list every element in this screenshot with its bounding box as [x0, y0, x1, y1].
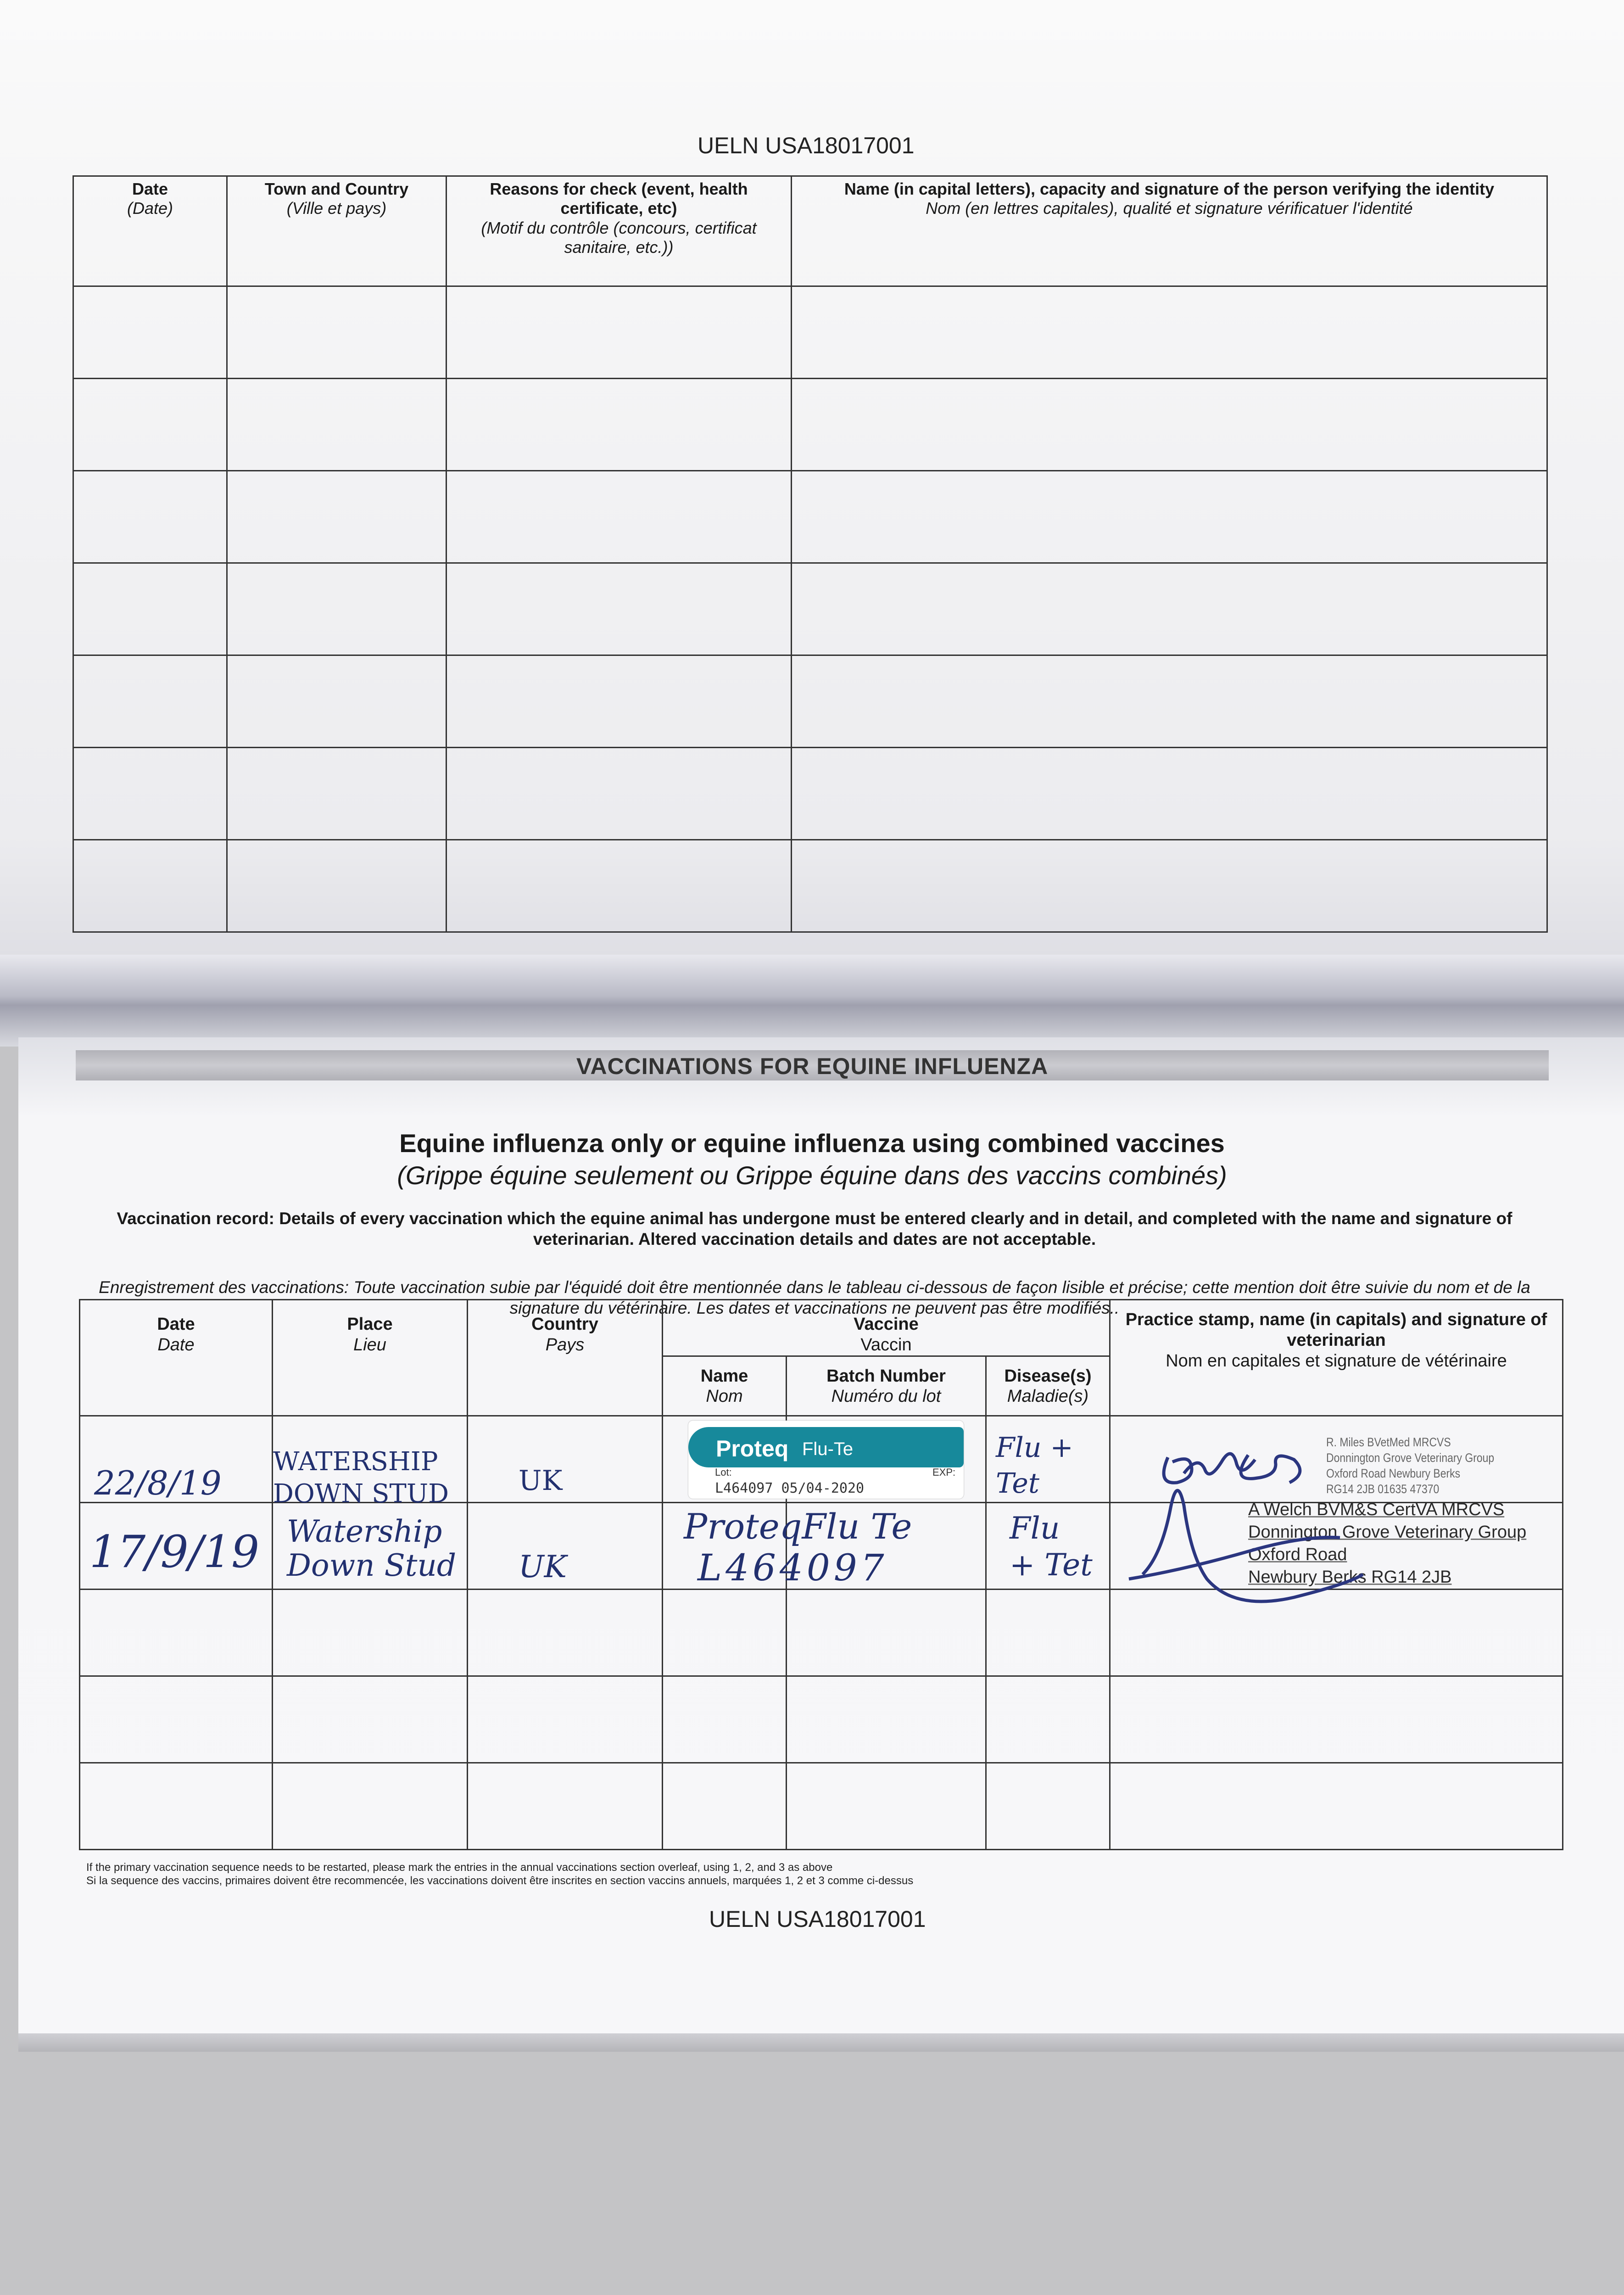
col-country: Country Pays [468, 1300, 663, 1416]
entry-1-date: 22/8/19 [94, 1464, 222, 1502]
col-vaccine: Vaccine Vaccin [663, 1300, 1110, 1356]
practice-stamp-2: A Welch BVM&S CertVA MRCVS Donnington Grove Veterinary Group Oxford Road Newbury Berks RG14 2JB [1248, 1500, 1527, 1587]
entry-2-vaccine-name: ProteqFlu Te [684, 1506, 912, 1547]
col-reasons: Reasons for check (event, health certificate, etc) (Motif du contrôle (concours, certificat sanitaire, etc.)) [446, 176, 792, 286]
lot-label: Lot: [715, 1467, 732, 1478]
entry-1-country: UK [519, 1465, 563, 1497]
col-verifier-name: Name (in capital letters), capacity and signature of the person verifying the identity Nom (en lettres capitales), qualité et signature vérificatuer l'identité [792, 176, 1547, 286]
table-row [80, 1589, 1563, 1676]
table-row [73, 286, 1547, 379]
col-date: Date (Date) [73, 176, 227, 286]
entry-2-batch-number: L464097 [698, 1546, 888, 1589]
entry-1-diseases: Flu + Tet [996, 1432, 1073, 1500]
entry-1-place: WATERSHIP DOWN STUD [273, 1447, 449, 1509]
exp-label: EXP: [932, 1467, 956, 1478]
page-edge [18, 2033, 1624, 2052]
col-vaccine-name: Name Nom [663, 1356, 787, 1416]
col-diseases: Disease(s) Maladie(s) [986, 1356, 1110, 1416]
section-banner: VACCINATIONS FOR EQUINE INFLUENZA [76, 1050, 1549, 1080]
ueln-bottom: UELN USA18017001 [709, 1906, 926, 1932]
vaccination-record-instructions-french: Enregistrement des vaccinations: Toute vaccination subie par l'équidé doit être mentionnée dans le tableau ci-dessous de façon lisible et précise; cette mention doit être suivie du nom et de la signature du vétérinaire. Les dates et vaccinations ne peuvent pas être modifiés.. [99, 1278, 1530, 1318]
footnote: If the primary vaccination sequence needs to be restarted, please mark the entries in the annual vaccinations section overleaf, using 1, 2, and 3 as above Si la sequence des vaccins, primaires doivent être recommencée, les vaccinations doivent être inscrites en section vaccins annuels, marquées 1, 2 et 3 comme ci-dessus [86, 1861, 914, 1887]
table-row [73, 563, 1547, 655]
table-row [80, 1676, 1563, 1763]
vaccine-sticker [688, 1421, 964, 1499]
col-batch-number: Batch Number Numéro du lot [787, 1356, 986, 1416]
table-row [73, 655, 1547, 748]
col-date: Date Date [80, 1300, 273, 1416]
ueln-top: UELN USA18017001 [698, 133, 915, 158]
book-gutter [0, 955, 1624, 1047]
col-place: Place Lieu [273, 1300, 468, 1416]
table-row [73, 840, 1547, 932]
section-title-french: (Grippe équine seulement ou Grippe équine dans des vaccins combinés) [397, 1161, 1227, 1190]
table-row [80, 1763, 1563, 1849]
table-row [73, 748, 1547, 840]
vaccine-sticker-band [688, 1427, 964, 1467]
vaccine-product: Flu-Te [802, 1439, 854, 1459]
entry-2-diseases: Flu + Tet [1010, 1511, 1093, 1583]
identity-check-table [73, 175, 1548, 933]
vaccine-brand: Proteq [716, 1436, 789, 1461]
col-practice-stamp: Practice stamp, name (in capitals) and signature of veterinarian Nom en capitales et signature de vétérinaire [1110, 1300, 1563, 1416]
entry-2-country: UK [519, 1549, 567, 1584]
col-town-country: Town and Country (Ville et pays) [227, 176, 446, 286]
practice-stamp-1: R. Miles BVetMed MRCVS Donnington Grove Veterinary Group Oxford Road Newbury Berks RG14 2JB 01635 47370 [1326, 1435, 1495, 1496]
lot-number: L464097 05/04-2020 [715, 1480, 865, 1496]
entry-2-place: Watership Down Stud [287, 1514, 457, 1583]
entry-2-date: 17/9/19 [89, 1526, 260, 1578]
section-title: Equine influenza only or equine influenza using combined vaccines [399, 1129, 1225, 1158]
vaccination-record-instructions: Vaccination record: Details of every vaccination which the equine animal has undergone must be entered clearly and in detail, and completed with the name and signature of veterinarian. Altered vaccination details and dates are not acceptable. [117, 1209, 1512, 1249]
identity-check-page [0, 0, 1624, 982]
table-row [73, 379, 1547, 471]
table-row [73, 471, 1547, 563]
